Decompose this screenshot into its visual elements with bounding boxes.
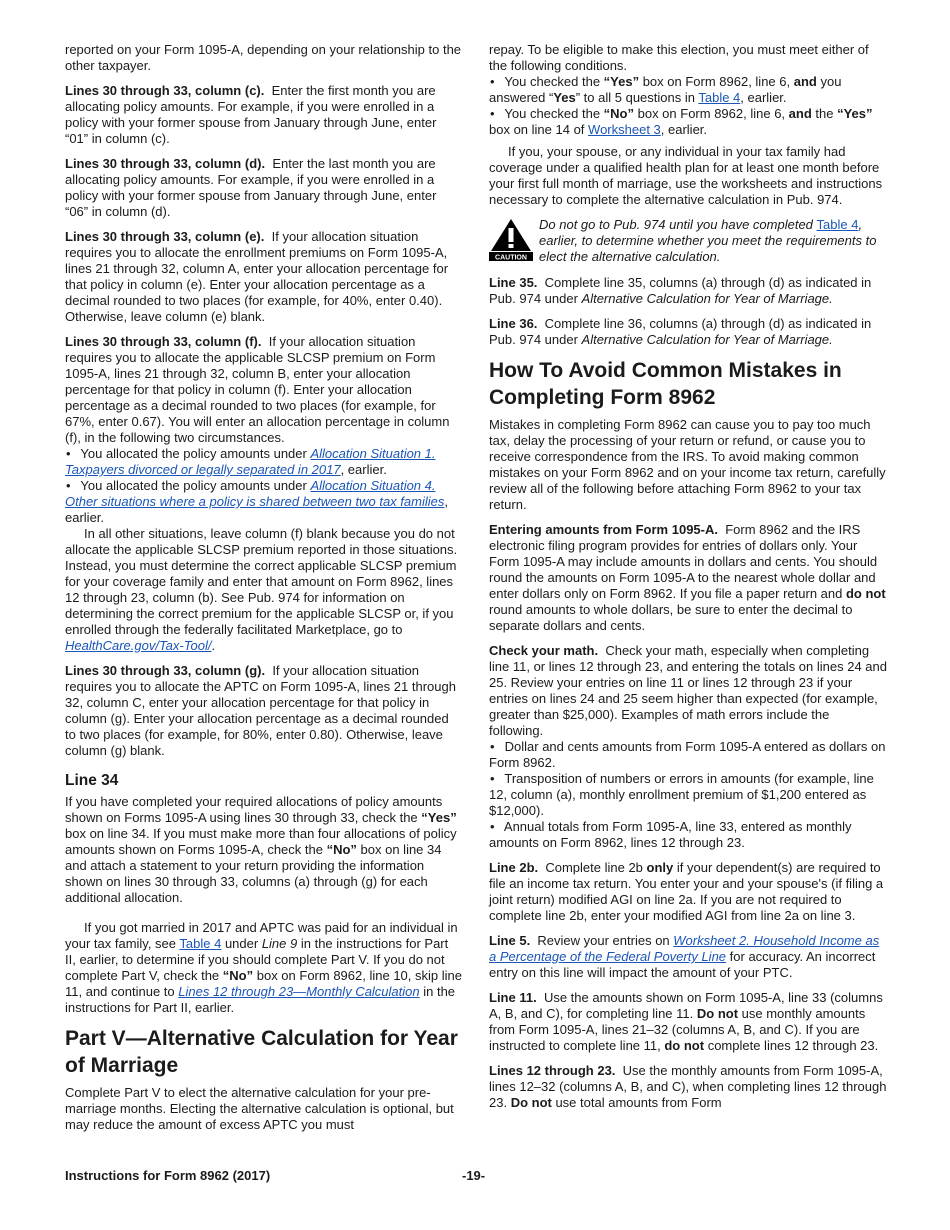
text: , earlier.: [65, 494, 448, 525]
text: If you have completed your required allocations of policy amounts shown on Forms 1095-A using lines 30 through 33, check the: [65, 794, 443, 825]
bullet-item: [489, 739, 887, 771]
table-4-link[interactable]: Table 4: [816, 217, 859, 232]
text: box on line 34 and attach a statement to your return providing the information shown on lines 30 through 33, columns (a) through (g) for each additional allocation.: [65, 842, 442, 905]
text: you answered “: [489, 74, 842, 105]
text: Do not go to Pub. 974 until you have completed: [539, 217, 817, 232]
text: “Yes”: [421, 810, 457, 825]
caution-warning-icon: [489, 217, 533, 265]
paragraph-column-f: [65, 334, 462, 446]
paragraph-text: If your allocation situation requires you to allocate the APTC on Form 1095-A, lines 21 through 32, column C, enter your allocation percentage for that policy in column (g). Enter your allocation percentage as a decimal rounded to two places (for example, for 80%, enter 0.80). Otherwise, leave column (g) blank.: [65, 663, 456, 758]
lead-heading: Entering amounts from Form 1095-A.: [489, 522, 718, 537]
text: “No”: [326, 842, 357, 857]
lead-heading: Line 2b.: [489, 860, 539, 875]
text: “No”: [222, 968, 254, 983]
paragraph-text: If your allocation situation requires you to allocate the applicable SLCSP premium on Form 1095-A, lines 21 through 32, column B, enter your allocation percentage for that policy in column (f). Enter your allocation percentage as a decimal rounded to two places (for example, for 67%, enter 0.67). You will enter an allocation percentage in column (f), in the following two circumstances.: [65, 334, 450, 445]
text: Line 9: [261, 936, 298, 951]
lead-heading: Line 36.: [489, 316, 538, 331]
text: Alternative Calculation for Year of Marriage.: [581, 332, 833, 347]
lead-heading: Line 5.: [489, 933, 531, 948]
paragraph: Complete Part V to elect the alternative calculation for your pre-marriage months. Electing the alternative calculation is optional, but may reduce the amount of excess APTC you must: [65, 1085, 454, 1132]
text: in the instructions for Part II, earlier.: [65, 984, 456, 1015]
paragraph-line-2b: [489, 860, 887, 924]
text: Complete line 35, columns (a) through (d) as indicated in Pub. 974 under: [489, 275, 872, 306]
lead-heading: Lines 30 through 33, column (f).: [65, 334, 262, 349]
paragraph: [65, 794, 462, 906]
text: Annual totals from Form 1095-A, line 33, entered as monthly amounts on Form 8962, lines 12 through 23.: [489, 819, 852, 850]
bullet-item: [489, 106, 887, 138]
text: use monthly amounts from Form 1095-A, lines 21–32 (columns A, B, and C). If you are instructed to complete line 11,: [489, 1006, 866, 1053]
text: “Yes”: [603, 74, 640, 89]
text: Dollar and cents amounts from Form 1095-A entered as dollars on Form 8962.: [489, 739, 886, 770]
bullet-item: [489, 771, 887, 819]
paragraph-column-g: [65, 663, 462, 759]
text: “Yes”: [837, 106, 873, 121]
text: , earlier.: [340, 462, 387, 477]
lead-heading: Lines 30 through 33, column (g).: [65, 663, 266, 678]
text: box on line 14 of: [489, 122, 589, 137]
text: Review your entries on: [537, 933, 674, 948]
allocation-situation-4-link[interactable]: Allocation Situation 4. Other situations where a policy is shared between two tax families: [65, 478, 445, 509]
paragraph-column-c: [65, 83, 462, 147]
paragraph-column-e: [65, 229, 462, 325]
text: Use the monthly amounts from Form 1095-A, lines 12–32 (columns A, B, and C), when completing lines 12 through 23.: [489, 1063, 887, 1110]
page-number: -19-: [462, 1168, 486, 1183]
text: do not: [664, 1038, 705, 1053]
caution-text: [539, 217, 887, 265]
lines-12-through-23-link[interactable]: Lines 12 through 23—Monthly Calculation: [178, 984, 420, 999]
paragraph-text: Enter the last month you are allocating policy amounts. For example, if you were enrolled in a policy with your former spouse from January through June, enter “06” in column (d).: [65, 156, 437, 219]
text: if your dependent(s) are required to file an income tax return. You enter your and your spouse's (if filing a joint return) modified AGI on line 2a. If you are not required to complete line 2b, enter your modified AGI from line 2a on line 3.: [489, 860, 884, 923]
paragraph-line-36: [489, 316, 887, 348]
part-v-heading: Part V—Alternative Calculation for Year of Marriage: [65, 1027, 458, 1077]
common-mistakes-heading: How To Avoid Common Mistakes in Completing Form 8962: [489, 359, 842, 409]
lead-heading: Check your math.: [489, 643, 599, 658]
lead-heading: Line 11.: [489, 990, 537, 1005]
text: and: [793, 74, 817, 89]
text: You checked the: [504, 74, 604, 89]
text: Complete line 36, columns (a) through (d) as indicated in Pub. 974 under: [489, 316, 872, 347]
paragraph-line-11: [489, 990, 887, 1054]
paragraph-check-math: [489, 643, 887, 739]
text: use total amounts from Form: [551, 1095, 722, 1110]
text: box on Form 8962, line 6,: [639, 74, 794, 89]
text: Do not: [696, 1006, 739, 1021]
caution-box: [489, 217, 887, 265]
paragraph-text: Enter the first month you are allocating policy amounts. For example, if you were enrolled in a policy with your former spouse from January through June, enter “01” in column (c).: [65, 83, 437, 146]
lead-heading: Lines 30 through 33, column (c).: [65, 83, 265, 98]
text: You allocated the policy amounts under: [80, 446, 311, 461]
text: Form 8962 and the IRS electronic filing program provides for entries of dollars only. Your Form 1095-A may include amounts in dollars and cents. You should round the amounts on Form 1095-A to the nearest whole dollar and enter dollars only on Form 8962. If you file a paper return and: [489, 522, 878, 601]
bullet-item: [65, 478, 462, 526]
text: Use the amounts shown on Form 1095-A, line 33 (columns A, B, and C), for completing line 11.: [489, 990, 883, 1021]
text: .: [211, 638, 216, 653]
lead-heading: Line 35.: [489, 275, 538, 290]
text: You allocated the policy amounts under: [80, 478, 311, 493]
text: If you got married in 2017 and APTC was paid for an individual in your tax family, see: [65, 920, 458, 951]
paragraph: reported on your Form 1095-A, depending on your relationship to the other taxpayer.: [65, 42, 462, 73]
paragraph: Mistakes in completing Form 8962 can cause you to pay too much tax, delay the processing of your return or refund, or cause you to receive correspondence from the IRS. To avoid making common mistakes on your Form 8962 and on your income tax return, carefully review all of the following before attaching Form 8962 to your tax return.: [489, 417, 886, 512]
paragraph-line-5: [489, 933, 887, 981]
bullet-item: [489, 74, 887, 106]
text: Do not: [510, 1095, 552, 1110]
text: Check your math, especially when completing line 11, or lines 12 through 23, and entering the totals on lines 24 and 25. Review your entries on line 11 or lines 12 through 23 if your entries on lines 24 and 25 seem higher than expected (for example, greater than $25,000). Examples of math errors include the following.: [489, 643, 887, 738]
text: You checked the: [504, 106, 604, 121]
table-4-link[interactable]: Table 4: [179, 936, 222, 951]
text: under: [221, 936, 262, 951]
text: for accuracy. An incorrect entry on this line will impact the amount of your PTC.: [489, 949, 876, 980]
allocation-situation-1-link[interactable]: Allocation Situation 1. Taxpayers divorced or legally separated in 2017: [65, 446, 436, 477]
paragraph-lines-12-23: [489, 1063, 887, 1111]
text: box on Form 8962, line 10, skip line 11, and continue to: [65, 968, 462, 999]
text: and: [788, 106, 812, 121]
text: ” to all 5 questions in: [575, 90, 699, 105]
right-column: [489, 42, 887, 1120]
bullet-item: [489, 819, 887, 851]
worksheet-3-link[interactable]: Worksheet 3: [588, 122, 661, 137]
lead-heading: Lines 12 through 23.: [489, 1063, 616, 1078]
text: In all other situations, leave column (f) blank because you do not allocate the applicable SLCSP premium reported in those situations. Instead, you must determine the correct applicable SLCSP premium for your coverage family and enter that amount on Form 8962, lines 12 through 23, column (b). See Pub. 974 for information on determining the correct premium for the applicable SLCSP or, if you enrolled through the federally facilitated Marketplace, go to: [65, 526, 458, 637]
paragraph-entering-amounts: [489, 522, 887, 634]
lead-heading: Lines 30 through 33, column (d).: [65, 156, 266, 171]
text: do not: [845, 586, 886, 601]
text: Complete line 2b: [545, 860, 647, 875]
text: the: [811, 106, 838, 121]
text: , earlier.: [660, 122, 708, 137]
text: , earlier, to determine whether you meet the requirements to elect the alternative calculation.: [539, 217, 877, 264]
paragraph-line-35: [489, 275, 887, 307]
paragraph: If you, your spouse, or any individual in your tax family had coverage under a qualified health plan for at least one month before your first full month of marriage, use the worksheets and instructions necessary to complete the alternative calculation in Pub. 974.: [489, 144, 883, 207]
caution-label: CAUTION: [495, 254, 527, 261]
paragraph-text: If your allocation situation requires you to allocate the enrollment premiums on Form 1095-A, lines 21 through 32, column A, enter your allocation percentage for that policy in column (e). Enter your allocation percentage as a decimal rounded to two places (for example, for 40%, enter 0.40). Otherwise, leave column (e) blank.: [65, 229, 449, 324]
worksheet-2-link[interactable]: Worksheet 2. Household Income as a Percentage of the Federal Poverty Line: [489, 933, 880, 964]
text: box on line 34. If you must make more than four allocations of policy amounts shown on Forms 1095-A, check the: [65, 826, 457, 857]
text: box on Form 8962, line 6,: [634, 106, 789, 121]
paragraph-column-d: [65, 156, 462, 220]
text: “No”: [603, 106, 634, 121]
text: round amounts to whole dollars, be sure to enter the decimal to separate dollars and cents.: [489, 602, 853, 633]
paragraph: [65, 920, 462, 1016]
lead-heading: Lines 30 through 33, column (e).: [65, 229, 265, 244]
text: only: [646, 860, 674, 875]
footer-title: Instructions for Form 8962 (2017): [65, 1168, 271, 1183]
table-4-link[interactable]: Table 4: [698, 90, 741, 105]
text: Yes: [553, 90, 576, 105]
text: , earlier.: [740, 90, 787, 105]
left-column: [65, 42, 462, 1142]
text: Alternative Calculation for Year of Marriage.: [581, 291, 833, 306]
paragraph: repay. To be eligible to make this election, you must meet either of the following conditions.: [489, 42, 869, 73]
text: in the instructions for Part II, earlier, to determine if you should complete Part V. If you do not complete Part V, check the: [65, 936, 449, 983]
line-34-heading: Line 34: [65, 772, 119, 789]
text: Transposition of numbers or errors in amounts (for example, line 12, column (a), monthly enrollment premium of $1,200 entered as $12,000).: [489, 771, 874, 818]
text: complete lines 12 through 23.: [704, 1038, 879, 1053]
paragraph: [65, 526, 462, 654]
healthcare-tax-tool-link[interactable]: HealthCare.gov/Tax-Tool/: [65, 638, 212, 653]
bullet-item: [65, 446, 462, 478]
